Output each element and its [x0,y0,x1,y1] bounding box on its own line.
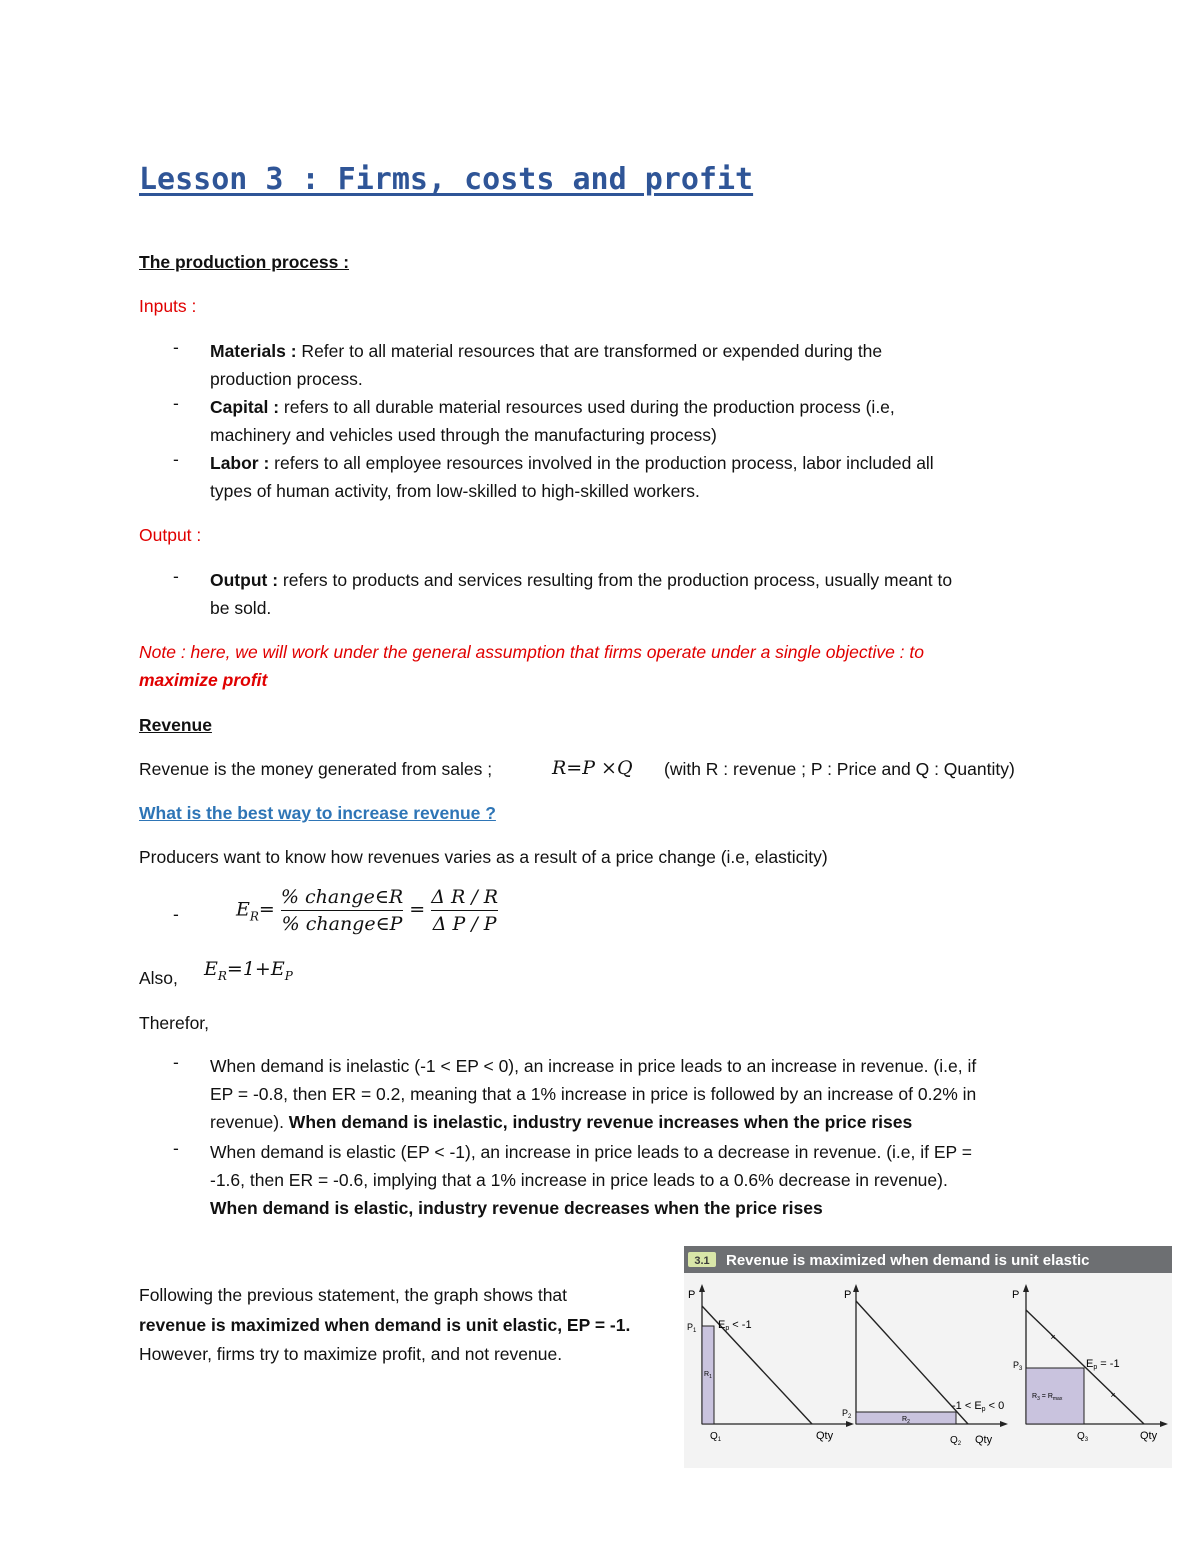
therefor: Therefor, [139,1013,210,1033]
note-line-2: maximize profit [139,670,268,690]
also-formula: $E_R=1+E_P$ [204,958,293,983]
figure-caption: Revenue is maximized when demand is unit elastic [726,1252,1090,1269]
curve-marker: × [1050,1332,1056,1342]
label-elasticity-1: Ep < -1 [718,1319,752,1332]
curve-marker: × [1110,1390,1116,1400]
inputs-heading: Inputs : [139,296,197,316]
following-line-1: Following the previous statement, the graph shows that [139,1285,568,1305]
revenue-formula: R=P ×Q [552,757,633,779]
axis-label-p: P [844,1289,852,1301]
also-label: Also, [139,968,178,988]
label-q2: $Q_2$ [950,1435,962,1447]
list-item-inelastic: When demand is inelastic (-1 < EP < 0), an increase in price leads to an increase in revenue. (i.e, if EP = -0.8, then ER = 0.2, meaning that a 1% increase in price is followed by an increase of 0.2% in revenue). When demand is inelastic, industry revenue increases when the price rises [210,1056,977,1132]
label-p2: $P_2$ [842,1408,852,1420]
revenue-definition: Revenue is the money generated from sales ; [139,759,493,779]
label-qty: Qty [975,1434,993,1446]
bullet-dash: - [173,393,179,413]
label-elasticity-2: -1 < Ep < 0 [952,1400,1005,1413]
following-line-2: revenue is maximized when demand is unit elastic, EP = -1. [139,1315,631,1335]
label-q1: $Q_1$ [710,1431,722,1443]
bullet-dash: - [173,1138,179,1158]
list-item-labor: Labor : refers to all employee resources involved in the production process, labor included all types of human activity, from low-skilled to high-skilled workers. [210,453,934,501]
label-p3: $P_3$ [1013,1360,1023,1372]
label-r3: $R_3 = R_{max}$ [1032,1393,1063,1402]
list-item-elastic: When demand is elastic (EP < -1), an increase in price leads to a decrease in revenue. (i.e, if EP = -1.6, then ER = -0.6, implying that a 1% increase in price leads to a 0.6% decrease in revenue). When demand is elastic, industry revenue decreases when the price rises [210,1142,972,1218]
list-item-materials: Materials : Refer to all material resources that are transformed or expended during the production process. [210,341,883,389]
revenue-heading: Revenue [139,715,212,735]
best-way-link[interactable]: What is the best way to increase revenue ? [139,803,496,823]
bullet-dash: - [173,449,179,469]
figure-background [684,1246,1172,1468]
label-qty: Qty [816,1430,834,1442]
list-item-capital: Capital : refers to all durable material resources used during the production process (i.e, machinery and vehicles used through the manufacturing process) [210,397,895,445]
production-heading: The production process : [139,252,350,272]
bullet-dash: - [173,1052,179,1072]
axis-label-p: P [1012,1289,1020,1301]
bullet-dash: - [173,904,179,924]
label-q3: $Q_3$ [1077,1431,1089,1443]
label-r1: $R_1$ [704,1371,712,1380]
note-line-1: Note : here, we will work under the general assumption that firms operate under a single objective : to [139,642,924,662]
revenue-figure [684,1246,1172,1468]
figure-number: 3.1 [694,1255,710,1267]
label-r2: $R_2$ [902,1416,910,1425]
page-title: Lesson 3 : Firms, costs and profit [139,162,754,197]
output-heading: Output : [139,525,202,545]
label-qty: Qty [1140,1430,1158,1442]
elasticity-formula: $E_R=$ $\frac{\text{\% change∈R}}{\text{\% change∈P}}$ = $\frac{\text{Δ R / R}}{\text{Δ P / P}}$ [236,886,499,935]
list-item-output: Output : refers to products and services resulting from the production process, usually meant to be sold. [210,570,953,618]
bullet-dash: - [173,566,179,586]
label-elasticity-3: Ep = -1 [1086,1358,1120,1371]
producers-line: Producers want to know how revenues varies as a result of a price change (i.e, elasticity) [139,847,828,867]
label-p1: $P_1$ [687,1322,697,1334]
following-line-3: However, firms try to maximize profit, and not revenue. [139,1344,563,1364]
bullet-dash: - [173,337,179,357]
axis-label-p: P [688,1289,696,1301]
revenue-with: (with R : revenue ; P : Price and Q : Quantity) [664,759,1015,779]
